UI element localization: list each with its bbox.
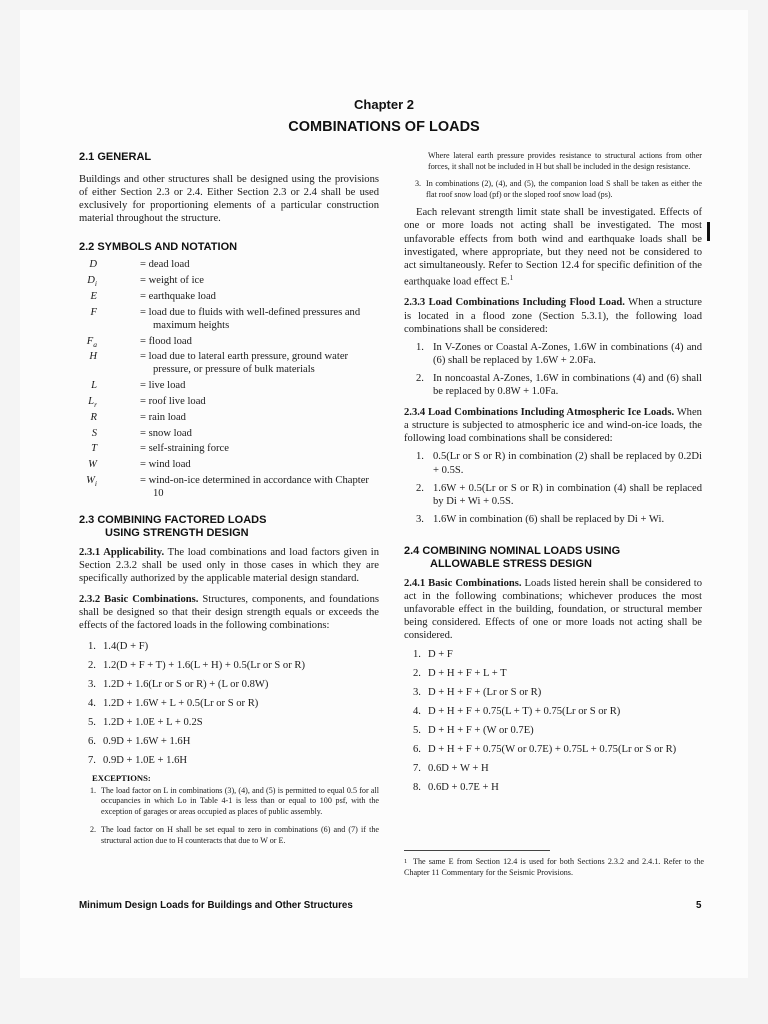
symbol-key xyxy=(79,395,97,411)
asd-combination-text: 0.6D + W + H xyxy=(428,762,489,774)
symbol-row xyxy=(79,474,379,500)
asd-combination-number: 6. xyxy=(413,743,421,755)
ice-combination xyxy=(404,482,702,508)
chapter-title: COMBINATIONS OF LOADS xyxy=(288,119,480,135)
symbol-letter: H xyxy=(89,351,97,363)
strength-combinations-list xyxy=(79,640,379,766)
symbol-description: = weight of ice xyxy=(140,275,204,287)
exception-note-3: 3. In combinations (2), (4), and (5), the companion load S shall be taken as either the flat roof snow load (pf) or the sloped roof snow load (ps). xyxy=(415,179,702,199)
symbol-key xyxy=(79,427,97,440)
symbol-key xyxy=(79,379,97,392)
symbol-row xyxy=(79,427,379,440)
strength-combination-text: 1.2D + 1.0E + L + 0.2S xyxy=(103,716,203,728)
symbol-key xyxy=(79,290,97,303)
ice-combination-number: 1. xyxy=(416,451,424,463)
ice-combination-number: 3. xyxy=(416,513,424,525)
symbol-description: = load due to lateral earth pressure, ground water pressure, or pressure of bulk materials xyxy=(140,351,349,376)
asd-combination-text: D + F xyxy=(428,649,453,661)
symbol-row xyxy=(79,395,379,408)
section-2-1-heading: 2.1 GENERAL xyxy=(79,151,152,163)
flood-combination-text: In noncoastal A-Zones, 1.6W in combinations (4) and (6) shall be replaced by 0.8W + 1.0Fa. xyxy=(433,372,702,398)
symbol-letter: R xyxy=(90,411,97,423)
flood-combination-number: 1. xyxy=(416,341,424,353)
strength-combination-number: 7. xyxy=(88,754,96,766)
strength-combination-number: 4. xyxy=(88,698,96,710)
symbol-subscript: i xyxy=(94,279,97,289)
asd-combination-text: D + H + F + 0.75(L + T) + 0.75(Lr or S or R) xyxy=(428,706,621,718)
section-2-4-1-text: Loads listed herein shall be considered to act in the following combinations; whichever produces the most unfavorable effect in the building, foundation, or structural member being considered. Effects of one or more loads not acting shall be considered. xyxy=(404,577,702,642)
asd-combination-number: 7. xyxy=(413,762,421,774)
symbol-row xyxy=(79,442,379,455)
asd-combination-text: D + H + F + (Lr or S or R) xyxy=(428,687,542,699)
section-2-3-1-title: 2.3.1 Applicability. xyxy=(79,546,165,558)
asd-combination-number: 3. xyxy=(413,687,421,699)
section-2-3-1-paragraph xyxy=(79,546,379,585)
footnote-mark: 1 xyxy=(404,858,408,865)
strength-combination xyxy=(79,640,379,653)
symbol-key xyxy=(79,335,97,351)
section-2-3-heading-line1: 2.3 COMBINING FACTORED LOADS xyxy=(79,513,267,526)
symbol-description: = snow load xyxy=(140,427,192,439)
section-2-3-4-title: 2.3.4 Load Combinations Including Atmospheric Ice Loads. xyxy=(404,407,675,419)
symbol-row xyxy=(79,306,379,332)
exceptions-list xyxy=(79,786,379,847)
strength-combination xyxy=(79,716,379,729)
strength-combination-text: 0.9D + 1.6W + 1.6H xyxy=(103,735,191,747)
asd-combination-text: D + H + F + L + T xyxy=(428,668,507,680)
asd-combinations-list xyxy=(404,648,702,793)
symbol-key xyxy=(79,258,97,271)
symbol-row xyxy=(79,274,379,287)
symbol-description: = wind load xyxy=(140,459,191,471)
exception-text: The load factor on L in combinations (3), (4), and (5) is permitted to equal 0.5 for all occupancies in which Lo in Table 4-1 is less than or equal to 100 psf, with the exception of garages or areas occupied as places of public assembly. xyxy=(101,785,379,816)
section-2-3-3-title: 2.3.3 Load Combinations Including Flood Load. xyxy=(404,297,625,309)
footer-title: Minimum Design Loads for Buildings and Other Structures xyxy=(79,900,353,911)
symbol-key xyxy=(79,442,97,455)
section-2-4-1-paragraph xyxy=(404,577,702,642)
flood-combination-text: In V-Zones or Coastal A-Zones, 1.6W in combinations (4) and (6) shall be replaced by 1.6W + 2.0Fa. xyxy=(433,341,702,366)
ice-combination xyxy=(404,513,702,526)
symbol-letter: L xyxy=(88,396,95,408)
ice-combination-text: 1.6W in combination (6) shall be replaced by Di + Wi. xyxy=(433,513,665,525)
section-2-3-heading xyxy=(79,514,379,540)
strength-combination-text: 0.9D + 1.0E + 1.6H xyxy=(103,754,188,766)
section-2-3-2-text: Structures, components, and foundations shall be designed so that their design strength equals or exceeds the effects of the factored loads in the following combinations: xyxy=(79,594,379,632)
strength-combination-number: 6. xyxy=(88,735,96,747)
symbol-row xyxy=(79,335,379,348)
asd-combination xyxy=(404,705,702,718)
section-2-3-3-paragraph xyxy=(404,296,702,335)
symbol-description: = earthquake load xyxy=(140,290,216,302)
ice-combination-text: 1.6W + 0.5(Lr or S or R) in combination (4) shall be replaced by Di + Wi + 0.5S. xyxy=(433,482,702,507)
strength-combination-number: 1. xyxy=(88,641,96,653)
symbols-list xyxy=(79,258,379,500)
ice-combinations-list xyxy=(404,450,702,525)
section-2-1-text: Buildings and other structures shall be designed using the provisions of either Section 2.3 or 2.4. Either Section 2.3 or 2.4 shall be used exclusively for proportioning elements of a particular construction material throughout the structure. xyxy=(79,174,379,225)
asd-combination-text: 0.6D + 0.7E + H xyxy=(428,781,499,793)
symbol-letter: E xyxy=(90,290,97,302)
section-2-4-heading-line1: 2.4 COMBINING NOMINAL LOADS USING xyxy=(404,544,621,557)
symbol-letter: D xyxy=(87,275,95,287)
symbol-row xyxy=(79,258,379,271)
footnote-text: The same E from Section 12.4 is used for both Sections 2.3.2 and 2.4.1. Refer to the Chapter 11 Commentary for the Seismic Provisions. xyxy=(404,857,704,877)
asd-combination-number: 4. xyxy=(413,706,421,718)
strength-limit-paragraph: Each relevant strength limit state shall be investigated. Effects of one or more loads not acting shall be investigated. The most unfavorable effects from both wind and earthquake loads shall be investigated, where appropriate, but they need not be considered to act simultaneously. Refer to Section 12.4 for specific definition of the earthquake load effect E.$^1$ xyxy=(404,207,702,288)
symbol-description: = self-straining force xyxy=(140,443,229,455)
asd-combination xyxy=(404,648,702,661)
symbol-description: = flood load xyxy=(140,335,192,347)
symbol-description: = load due to fluids with well-defined pressures and maximum heights xyxy=(140,306,361,331)
symbol-row xyxy=(79,458,379,471)
exception-number: 2. xyxy=(90,825,97,835)
asd-combination-number: 8. xyxy=(413,781,421,793)
symbol-key xyxy=(79,411,97,424)
asd-combination xyxy=(404,743,702,756)
right-column xyxy=(404,151,702,799)
asd-combination-number: 5. xyxy=(413,724,421,736)
symbol-row xyxy=(79,411,379,424)
strength-combination-number: 3. xyxy=(88,679,96,691)
symbol-description: = wind-on-ice determined in accordance with Chapter 10 xyxy=(140,474,369,500)
symbol-description: = dead load xyxy=(140,259,190,271)
symbol-letter: T xyxy=(91,443,97,455)
strength-combination-text: 1.2(D + F + T) + 1.6(L + H) + 0.5(Lr or S or R) xyxy=(103,660,305,672)
strength-combination-text: 1.2D + 1.6(Lr or S or R) + (L or 0.8W) xyxy=(103,679,269,691)
left-column xyxy=(79,151,379,855)
asd-combination-number: 2. xyxy=(413,668,421,680)
ice-combination xyxy=(404,450,702,476)
section-2-3-1-text: The load combinations and load factors given in Section 2.3.2 shall be used only in those cases in which they are specifically authorized by the applicable material design standard. xyxy=(79,546,379,584)
section-2-4-heading-line2: ALLOWABLE STRESS DESIGN xyxy=(430,557,592,570)
symbol-subscript: r xyxy=(94,400,97,410)
exception-item xyxy=(79,825,379,846)
symbol-letter: W xyxy=(86,474,95,486)
symbol-row xyxy=(79,379,379,392)
asd-combination xyxy=(404,781,702,794)
flood-combination xyxy=(404,372,702,398)
symbol-letter: L xyxy=(91,380,97,392)
flood-combination xyxy=(404,341,702,367)
section-2-3-4-text: When a structure is subjected to atmospheric ice and wind-on-ice loads, the following load combinations shall be considered: xyxy=(404,407,702,445)
symbol-description: = live load xyxy=(140,380,186,392)
section-2-3-2-paragraph xyxy=(79,593,379,632)
section-2-2-heading: 2.2 SYMBOLS AND NOTATION xyxy=(79,241,238,254)
footnote xyxy=(404,857,704,878)
strength-combination xyxy=(79,659,379,672)
section-2-4-heading xyxy=(404,545,702,571)
revision-change-bar xyxy=(707,222,710,241)
symbol-description: = rain load xyxy=(140,411,186,423)
page-number: 5 xyxy=(696,900,702,911)
symbol-key xyxy=(79,458,97,471)
asd-combination xyxy=(404,724,702,737)
symbol-key xyxy=(79,306,97,319)
exceptions-heading: EXCEPTIONS: xyxy=(92,772,151,783)
footnote-rule xyxy=(404,850,550,851)
section-2-3-heading-line2: USING STRENGTH DESIGN xyxy=(105,526,249,539)
symbol-key xyxy=(79,350,97,363)
symbol-letter: F xyxy=(86,335,94,347)
asd-combination xyxy=(404,762,702,775)
symbol-letter: D xyxy=(89,259,97,271)
symbol-key xyxy=(79,274,97,290)
asd-combination xyxy=(404,667,702,680)
strength-combination xyxy=(79,697,379,710)
section-2-3-3-text: When a structure is located in a flood zone (Section 5.3.1), the following load combinations shall be considered: xyxy=(404,297,702,335)
strength-combination xyxy=(79,754,379,767)
exception-number: 1. xyxy=(90,785,97,795)
strength-combination xyxy=(79,735,379,748)
asd-combination-text: D + H + F + 0.75(W or 0.7E) + 0.75L + 0.75(Lr or S or R) xyxy=(428,743,677,755)
exception-text: The load factor on H shall be set equal to zero in combinations (6) and (7) if the structural action due to H counteracts that due to W or E. xyxy=(101,825,379,845)
ice-combination-number: 2. xyxy=(416,482,424,494)
flood-combination-number: 2. xyxy=(416,372,424,384)
exception-note-continued: Where lateral earth pressure provides resistance to structural actions from other forces, it shall not be included in H but shall be included in the design resistance. xyxy=(428,151,702,171)
ice-combination-text: 0.5(Lr or S or R) in combination (2) shall be replaced by 0.2Di + 0.5S. xyxy=(433,451,702,476)
footnote-ref: 1 xyxy=(509,273,514,282)
asd-combination-text: D + H + F + (W or 0.7E) xyxy=(428,724,534,736)
symbol-row xyxy=(79,290,379,303)
strength-combination-number: 5. xyxy=(88,716,96,728)
symbol-letter: W xyxy=(88,459,97,471)
strength-combination-text: 1.4(D + F) xyxy=(103,641,149,653)
symbol-key xyxy=(79,474,97,490)
section-2-3-2-title: 2.3.2 Basic Combinations. xyxy=(79,594,199,606)
section-2-3-4-paragraph xyxy=(404,406,702,445)
strength-combination-number: 2. xyxy=(88,660,96,672)
symbol-description: = roof live load xyxy=(140,396,206,408)
chapter-number: Chapter 2 xyxy=(354,97,414,112)
asd-combination-number: 1. xyxy=(413,649,421,661)
strength-combination-text: 1.2D + 1.6W + L + 0.5(Lr or S or R) xyxy=(103,698,259,710)
symbol-subscript: i xyxy=(94,479,97,489)
symbol-row xyxy=(79,350,379,376)
exception-item xyxy=(79,786,379,818)
section-2-4-1-title: 2.4.1 Basic Combinations. xyxy=(404,577,522,589)
symbol-letter: F xyxy=(90,306,97,318)
flood-combinations-list xyxy=(404,341,702,398)
asd-combination xyxy=(404,686,702,699)
symbol-subscript: a xyxy=(93,339,97,349)
symbol-letter: S xyxy=(91,427,97,439)
strength-combination xyxy=(79,678,379,691)
